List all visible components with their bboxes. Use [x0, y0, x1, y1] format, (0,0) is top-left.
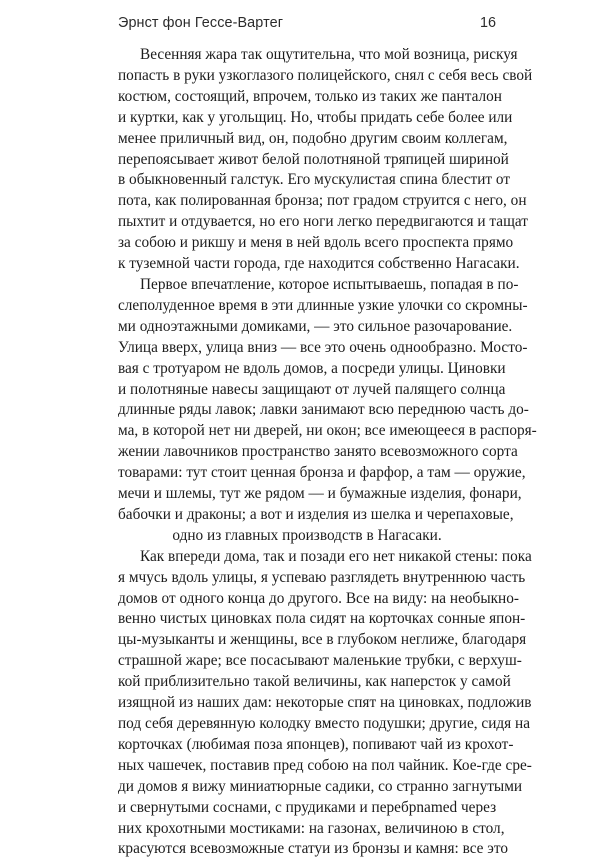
- text-line: ма, в которой нет ни дверей, ни окон; все имеющееся в распоря-: [118, 422, 537, 440]
- text-line: Как впереди дома, так и позади его нет никакой стены: пока: [140, 547, 532, 565]
- body-text: [118, 45, 537, 860]
- text-line: цы-музыканты и женщины, все в глубоком неглиже, благодаря: [118, 631, 527, 649]
- text-line: мечи и шлемы, тут же рядом — и бумажные изделия, фонари,: [118, 485, 522, 503]
- text-line: Улица вверх, улица вниз — все это очень однообразно. Мосто-: [118, 338, 528, 356]
- text-line: домов от одного конца до другого. Все на виду: на необыкно-: [118, 589, 519, 607]
- text-line: к туземной части города, где находится собственно Нагасаки.: [118, 255, 520, 273]
- text-line: под себя деревянную колодку вместо подушки; другие, сидя на: [118, 715, 531, 732]
- text-line: жении лавочников пространство занято всевозможного сорта: [118, 443, 518, 461]
- text-line: Первое впечатление, которое испытываешь, попадая в по-: [140, 275, 519, 293]
- text-line: и куртки, как у угольщиц. Но, чтобы придать себе более или: [118, 108, 513, 126]
- text-line: одно из главных производств в Нагасаки.: [172, 526, 442, 544]
- text-line: перепоясывает живот белой полотняной тряпицей шириной: [118, 150, 509, 168]
- text-line: ми одноэтажными домиками, — это сильное разочарование.: [118, 317, 513, 335]
- text-line: костюм, состоящий, впрочем, только из таких же панталон: [118, 87, 502, 105]
- page-number: 16: [479, 15, 496, 31]
- text-line: Весенняя жара так ощутительна, что мой возница, рискуя: [140, 46, 518, 63]
- running-head: [118, 15, 496, 37]
- running-head-author: Эрнст фон Гессе-Вартег: [118, 15, 284, 31]
- text-line: и полотняные навесы защищают от лучей палящего солнца: [118, 380, 506, 398]
- text-line: пыхтит и отдувается, но его ноги легко передвигаются и тащат: [118, 213, 528, 231]
- text-line: кой приблизительно такой величины, как наперсток у самой: [118, 673, 511, 691]
- text-line: менее приличный вид, он, подобно другим своим коллегам,: [118, 129, 508, 147]
- text-line: в обыкновенный галстук. Его мускулистая спина блестит от: [118, 171, 511, 189]
- text-line: них крохотными мостиками: на газонах, величиною в стол,: [118, 819, 505, 837]
- text-line: вая с тротуаром не вдоль домов, а посреди улицы. Циновки: [118, 359, 506, 377]
- text-line: красуются всевозможные статуи из бронзы и камня: все это: [118, 840, 508, 858]
- text-line: за собою и рикшу и меня в ней вдоль всего проспекта прямо: [118, 234, 514, 252]
- text-line: корточках (любимая поза японцев), попивают чай из крохот-: [118, 735, 514, 753]
- text-line: венно чистых циновках пола сидят на корточках сонные япон-: [118, 610, 526, 628]
- text-line: ных чашечек, поставив пред собою на пол чайник. Кое-где сре-: [118, 756, 532, 774]
- text-line: бабочки и драконы; а вот и изделия из шелка и черепаховые,: [118, 505, 514, 523]
- text-line: изящной из наших дам: некоторые спят на циновках, подложив: [118, 694, 532, 712]
- text-line: товарами: тут стоит ценная бронза и фарфор, а там — оружие,: [118, 464, 526, 482]
- text-line: пота, как полированная бронза; пот градом струится с него, он: [118, 192, 527, 210]
- text-line: я мчусь вдоль улицы, я успеваю разглядеть внутреннюю часть: [118, 568, 526, 586]
- text-line: и свернутыми соснами, с прудиками и перебрnamed через: [118, 798, 497, 816]
- text-line: попасть в руки узкоглазого полицейского, снял с себя весь свой: [118, 66, 533, 84]
- text-line: ди домов я вижу миниатюрные садики, со странно загнутыми: [118, 777, 523, 795]
- text-line: страшной жаре; все посасывают маленькие трубки, с верхуш-: [118, 652, 522, 670]
- text-line: слеполуденное время в эти длинные узкие улочки со скромны-: [118, 296, 528, 314]
- text-line: длинные ряды лавок; лавки занимают всю переднюю часть до-: [118, 401, 529, 419]
